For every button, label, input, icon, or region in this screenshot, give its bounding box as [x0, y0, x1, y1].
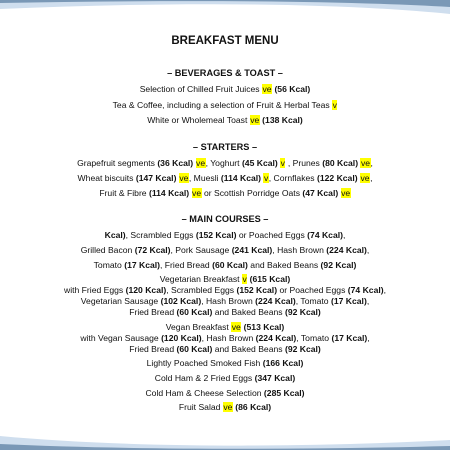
vegan-tag: ve: [179, 173, 189, 183]
bottom-wave-dark: [0, 444, 450, 450]
bottom-wave-decoration: [0, 420, 450, 450]
menu-line-toast: White or Wholemeal Toast ve (138 Kcal): [147, 115, 303, 125]
beverages-heading: – BEVERAGES & TOAST –: [167, 68, 283, 78]
vegan-tag: ve: [223, 402, 233, 412]
vegetarian-tag: v: [332, 100, 337, 110]
bottom-wave-light: [0, 436, 450, 450]
menu-line-vegetarian-2: with Fried Eggs (120 Kcal), Scrambled Eggs (152 Kcal) or Poached Eggs (74 Kcal),: [64, 285, 386, 295]
vegetarian-tag: v: [242, 274, 247, 284]
vegan-tag: ve: [250, 115, 260, 125]
vegetarian-tag: v: [263, 173, 269, 183]
menu-line-main-3: Tomato (17 Kcal), Fried Bread (60 Kcal) and Baked Beans (92 Kcal): [93, 260, 357, 270]
menu-line-ham-eggs: Cold Ham & 2 Fried Eggs (347 Kcal): [154, 373, 296, 383]
menu-line-vegetarian-breakfast: Vegetarian Breakfast v (615 Kcal): [159, 274, 291, 284]
menu-line-juices: Selection of Chilled Fruit Juices ve (56 Kcal): [139, 84, 311, 94]
top-wave-decoration: [0, 0, 450, 30]
menu-line-starters-1: Grapefruit segments (36 Kcal) ve, Yoghurt (45 Kcal) v , Prunes (80 Kcal) ve,: [77, 158, 373, 168]
vegan-tag: ve: [360, 173, 370, 183]
menu-line-vegan-2: with Vegan Sausage (120 Kcal), Hash Brown (224 Kcal), Tomato (17 Kcal),: [80, 333, 370, 343]
menu-title: BREAKFAST MENU: [171, 35, 279, 47]
menu-line-starters-3: Fruit & Fibre (114 Kcal) ve or Scottish Porridge Oats (47 Kcal) ve: [99, 188, 351, 198]
menu-line-vegan-breakfast: Vegan Breakfast ve (513 Kcal): [165, 322, 285, 332]
vegan-tag: ve: [192, 188, 202, 198]
menu-line-main-1: Kcal), Scrambled Eggs (152 Kcal) or Poached Eggs (74 Kcal),: [104, 230, 346, 240]
vegan-tag: ve: [231, 322, 241, 332]
main-courses-heading: – MAIN COURSES –: [181, 214, 269, 224]
top-wave-light: [0, 0, 450, 14]
menu-line-main-2: Grilled Bacon (72 Kcal), Pork Sausage (241 Kcal), Hash Brown (224 Kcal),: [80, 245, 370, 255]
menu-line-fruit-salad: Fruit Salad ve (86 Kcal): [178, 402, 272, 412]
menu-line-vegetarian-3: Vegetarian Sausage (102 Kcal), Hash Brown (224 Kcal), Tomato (17 Kcal),: [80, 296, 370, 306]
menu-line-ham-cheese: Cold Ham & Cheese Selection (285 Kcal): [145, 388, 305, 398]
vegan-tag: ve: [341, 188, 351, 198]
vegan-tag: ve: [196, 158, 206, 168]
vegetarian-tag: v: [280, 158, 285, 168]
menu-line-starters-2: Wheat biscuits (147 Kcal) ve, Muesli (114 Kcal) v, Cornflakes (122 Kcal) ve,: [77, 173, 373, 183]
vegan-tag: ve: [262, 84, 272, 94]
menu-line-vegetarian-4: Fried Bread (60 Kcal) and Baked Beans (92 Kcal): [129, 307, 321, 317]
menu-line-smoked-fish: Lightly Poached Smoked Fish (166 Kcal): [146, 358, 304, 368]
vegan-tag: ve: [360, 158, 371, 168]
top-wave-dark: [0, 0, 450, 7]
menu-line-vegan-3: Fried Bread (60 Kcal) and Baked Beans (92 Kcal): [129, 344, 321, 354]
starters-heading: – STARTERS –: [192, 142, 258, 152]
menu-line-tea-coffee: Tea & Coffee, including a selection of Fruit & Herbal Teas v: [112, 100, 337, 110]
